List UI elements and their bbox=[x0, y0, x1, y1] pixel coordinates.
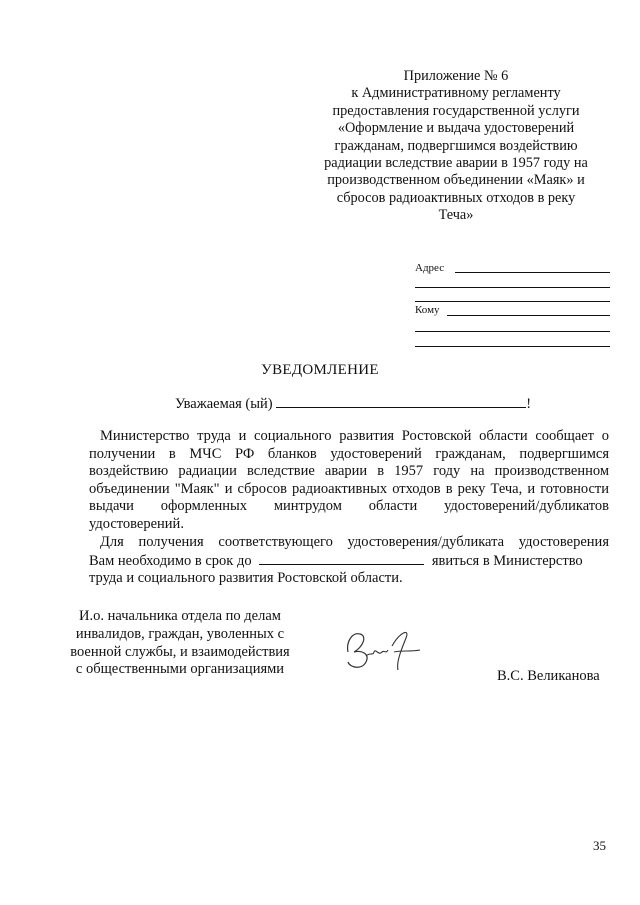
page-number: 35 bbox=[593, 838, 606, 853]
signer-line: инвалидов, граждан, уволенных с bbox=[75, 625, 285, 642]
paragraph-line: получении в МЧС РФ бланков удостоверений гражданам, подвергшимся bbox=[89, 445, 609, 462]
deadline-instruction: явиться в Министерство bbox=[431, 552, 583, 569]
paragraph-line: Министерство труда и социального развития Ростовской области сообщает о bbox=[100, 428, 609, 444]
appendix-line: производственном объединении «Маяк» и bbox=[327, 172, 585, 189]
paragraph-line: удостоверений. bbox=[89, 515, 184, 532]
appendix-line: предоставления государственной услуги bbox=[332, 102, 580, 119]
appendix-line: радиации вследствие аварии в 1957 году на bbox=[324, 155, 588, 172]
signer-line: с общественными организациями bbox=[75, 661, 285, 678]
greeting bbox=[175, 395, 531, 413]
paragraph-1 bbox=[89, 428, 609, 534]
appendix-line: сбросов радиоактивных отходов в реку bbox=[336, 189, 576, 206]
to-field-line-2[interactable] bbox=[415, 331, 610, 332]
address-field-line[interactable] bbox=[455, 272, 610, 273]
signer-line: военной службы, и взаимодействия bbox=[70, 643, 290, 660]
appendix-line: гражданам, подвергшимся воздействию bbox=[334, 137, 578, 154]
to-label: Кому bbox=[415, 304, 440, 316]
greeting-text: Уважаемая (ый) bbox=[175, 396, 273, 412]
deadline-blank[interactable] bbox=[259, 552, 424, 565]
signer-title bbox=[55, 608, 305, 679]
to-field-line[interactable] bbox=[447, 315, 610, 316]
appendix-line: «Оформление и выдача удостоверений bbox=[337, 120, 575, 137]
paragraph-line bbox=[89, 552, 609, 571]
address-label: Адрес bbox=[415, 262, 445, 274]
paragraph-line: воздействию радиации вследствие аварии в 1957 году на производственном bbox=[89, 463, 609, 480]
deadline-label: Вам необходимо в срок до bbox=[89, 552, 252, 569]
paragraph-line: Для получения соответствующего удостоверения/дубликата удостоверения bbox=[100, 534, 609, 550]
document-title: УВЕДОМЛЕНИЕ bbox=[261, 362, 379, 378]
signer-line: И.о. начальника отдела по делам bbox=[79, 608, 281, 624]
address-field-line-2[interactable] bbox=[415, 287, 610, 288]
appendix-line: Теча» bbox=[438, 207, 474, 224]
appendix-line: Приложение № 6 bbox=[403, 68, 509, 84]
handwritten-signature-icon bbox=[340, 622, 430, 677]
to-field-line-3[interactable] bbox=[415, 346, 610, 347]
paragraph-line: объединении "Маяк" и сбросов радиоактивных отходов в реку Теча, и готовности bbox=[89, 480, 609, 497]
appendix-header bbox=[300, 68, 612, 225]
signer-name: В.С. Великанова bbox=[497, 668, 600, 684]
appendix-line: к Административному регламенту bbox=[351, 85, 561, 102]
paragraph-2 bbox=[89, 534, 609, 588]
paragraph-line: выдачи оформленных минтрудом области удостоверений/дубликатов bbox=[89, 498, 609, 515]
address-field-line-3[interactable] bbox=[415, 301, 610, 302]
greeting-end: ! bbox=[526, 396, 532, 412]
recipient-name-blank[interactable] bbox=[276, 395, 526, 408]
paragraph-line: труда и социального развития Ростовской области. bbox=[89, 570, 403, 587]
